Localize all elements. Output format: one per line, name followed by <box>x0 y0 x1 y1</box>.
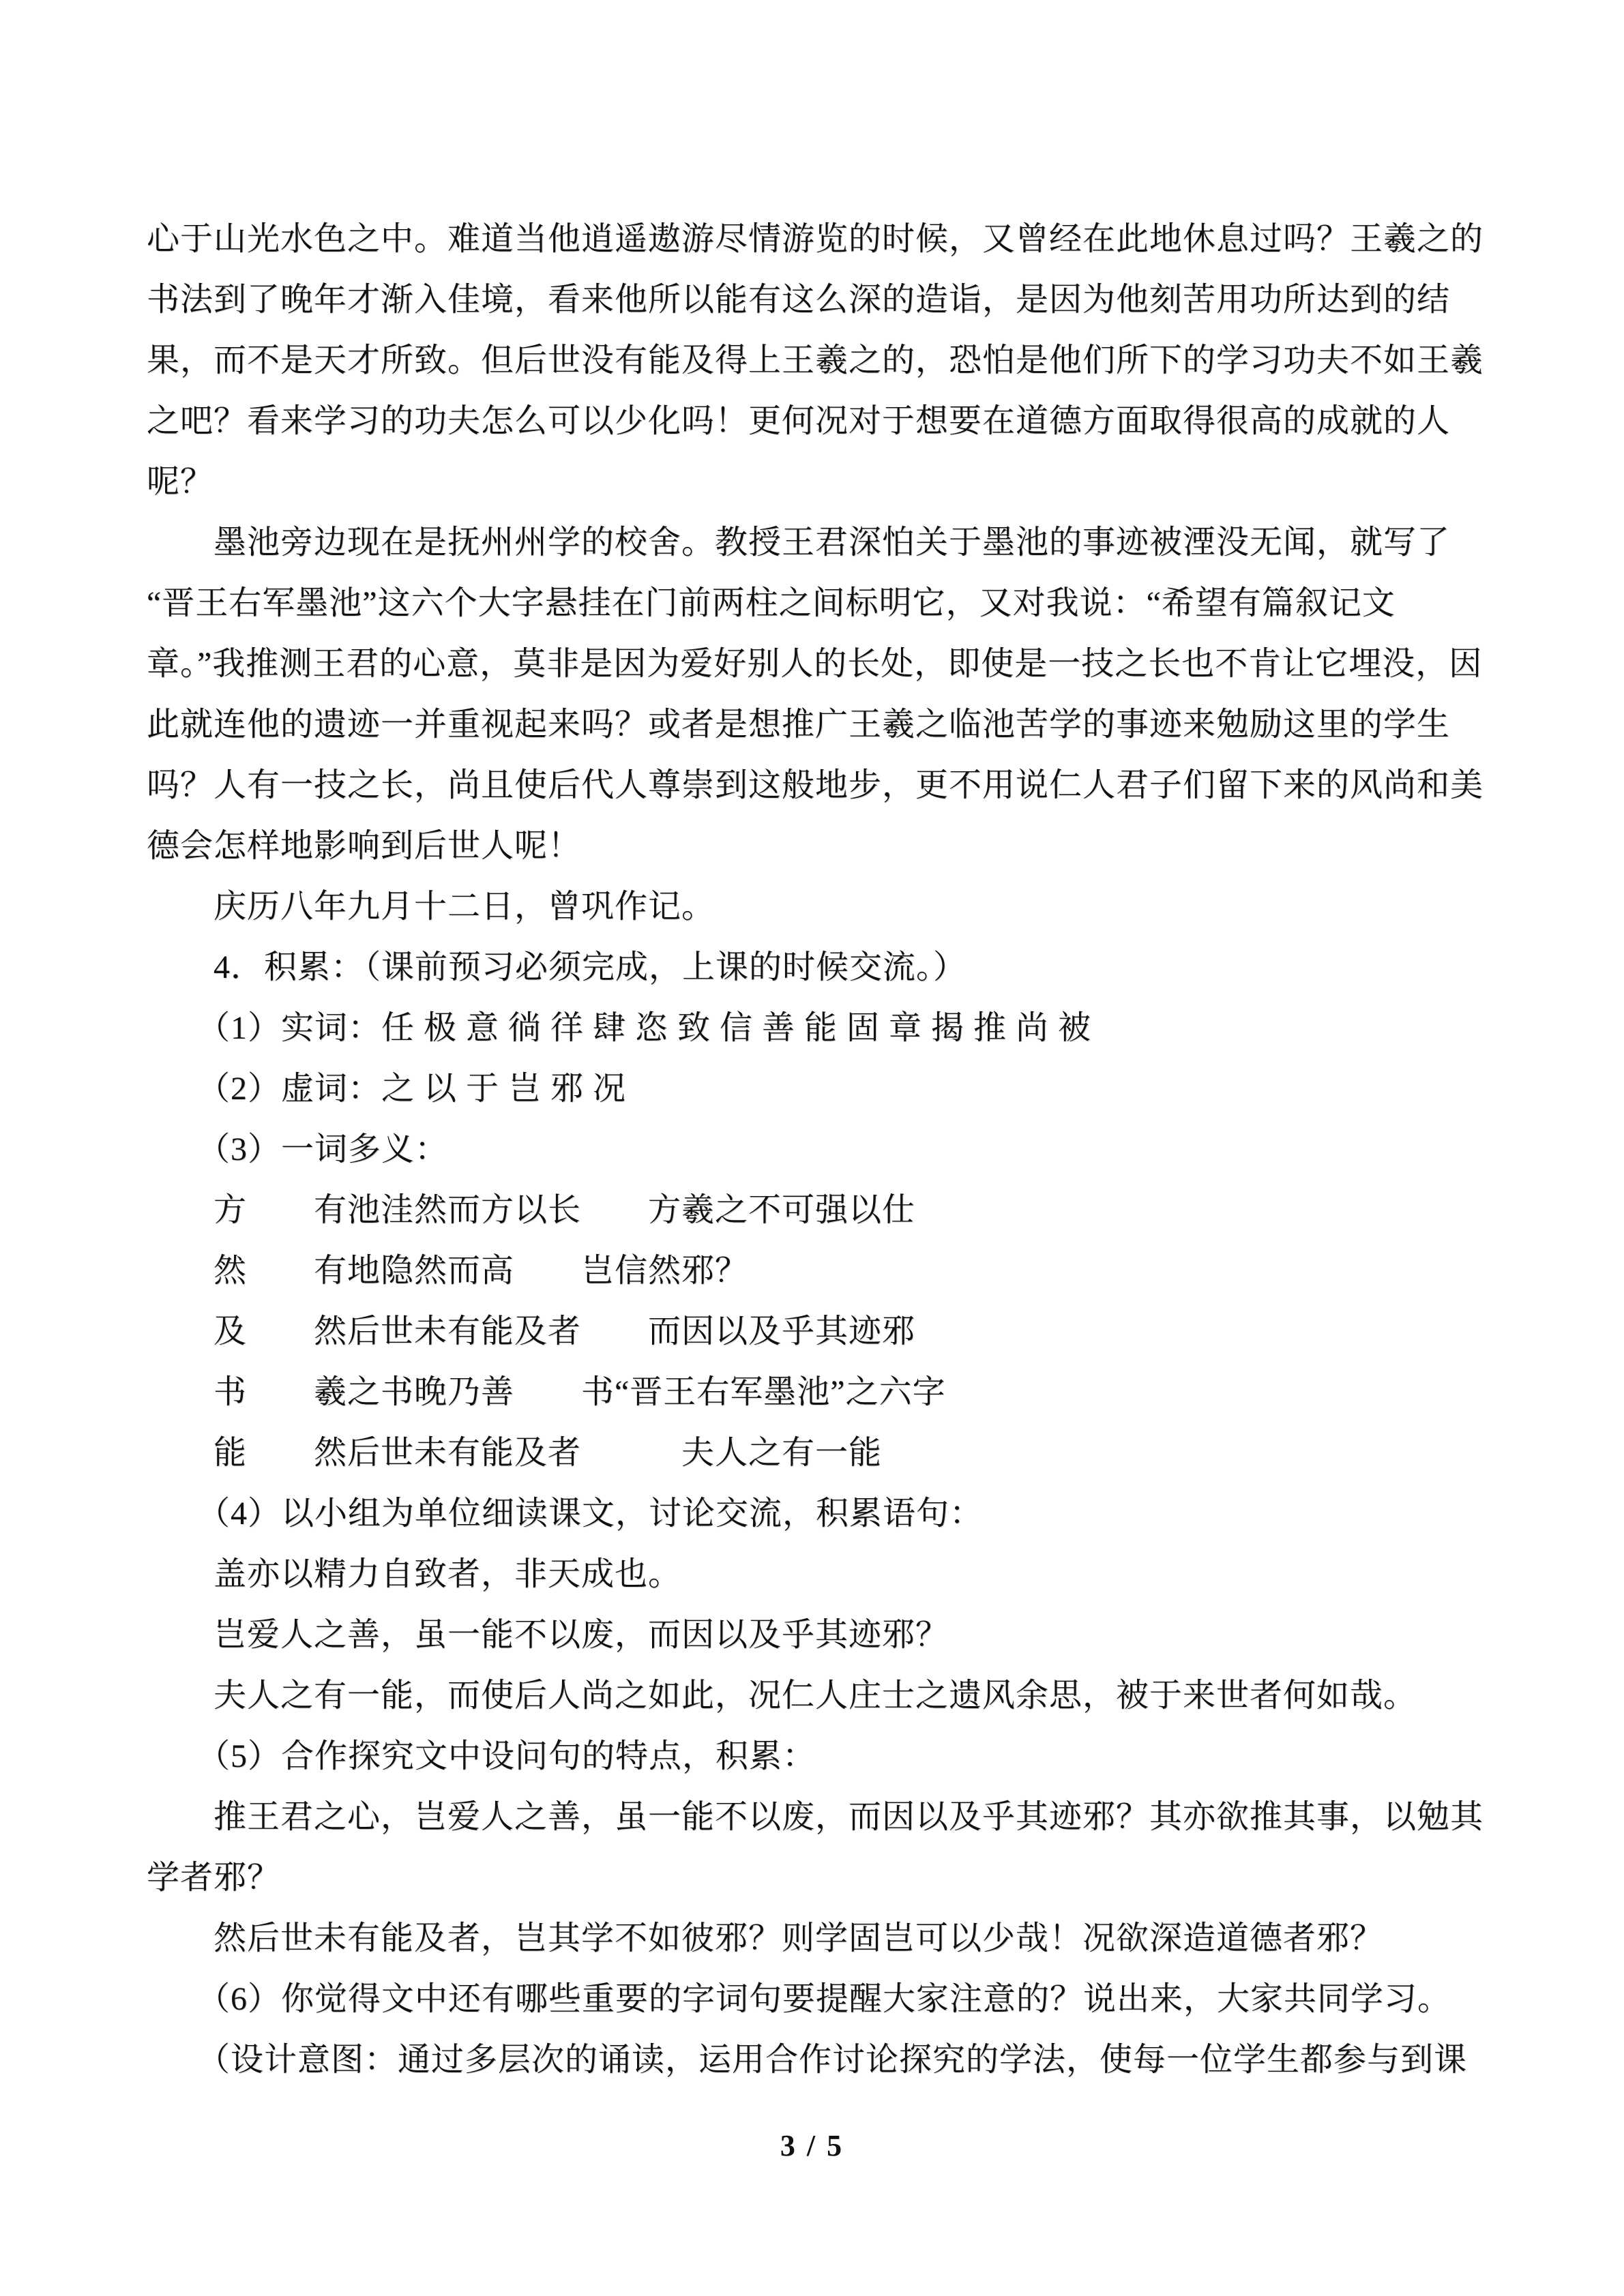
text-line-item-1-shici: （1）实词：任 极 意 徜 徉 肆 恣 致 信 善 能 固 章 揭 推 尚 被 <box>147 1010 1092 1046</box>
text-line: 夫人之有一能，而使后人尚之如此，况仁人庄士之遗风余思，被于来世者何如哉。 <box>147 1678 1417 1714</box>
text-line-polysemy-shu: 书 羲之书晚乃善 书“晋王右军墨池”之六字 <box>147 1374 946 1410</box>
text-line: “晋王右军墨池”这六个大字悬挂在门前两柱之间标明它，又对我说：“希望有篇叙记文 <box>147 585 1396 621</box>
text-line-design-intent: （设计意图：通过多层次的诵读，运用合作讨论探究的学法，使每一位学生都参与到课 <box>147 2042 1468 2078</box>
text-line-item-2-xuci: （2）虚词：之 以 于 岂 邪 况 <box>147 1071 627 1107</box>
text-line: 此就连他的遗迹一并重视起来吗？或者是想推广王羲之临池苦学的事迹来勉励这里的学生 <box>147 706 1451 743</box>
text-line: 呢？ <box>147 464 214 500</box>
text-line: 学者邪？ <box>147 1860 281 1896</box>
text-line: 吗？人有一技之长，尚且使后代人尊崇到这般地步，更不用说仁人君子们留下来的风尚和美 <box>147 767 1484 803</box>
text-line-polysemy-ji: 及 然后世未有能及者 而因以及乎其迹邪 <box>147 1313 916 1350</box>
text-line: 岂爱人之善，虽一能不以废，而因以及乎其迹邪？ <box>147 1617 949 1653</box>
text-line-item-3-yicuoduoyi: （3）一词多义： <box>147 1131 449 1167</box>
document-body <box>147 209 1483 2090</box>
text-line: 墨池旁边现在是抚州州学的校舍。教授王君深怕关于墨池的事迹被湮没无闻，就写了 <box>147 524 1451 561</box>
text-line-polysemy-fang: 方 有池洼然而方以长 方羲之不可强以仕 <box>147 1192 916 1228</box>
text-line: 之吧？看来学习的功夫怎么可以少化吗！更何况对于想要在道德方面取得很高的成就的人 <box>147 403 1451 439</box>
text-line: 书法到了晚年才渐入佳境，看来他所以能有这么深的造诣，是因为他刻苦用功所达到的结 <box>147 282 1451 318</box>
text-line-section-4: 4．积累：（课前预习必须完成，上课的时候交流。） <box>147 949 967 985</box>
page-number: 3 / 5 <box>780 2129 844 2162</box>
text-line-polysemy-ran: 然 有地隐然而高 岂信然邪？ <box>147 1253 749 1289</box>
text-line: 盖亦以精力自致者，非天成也。 <box>147 1556 682 1592</box>
text-line: 章。”我推测王君的心意，莫非是因为爱好别人的长处，即使是一技之长也不肯让它埋没，因 <box>147 646 1483 682</box>
text-line: 然后世未有能及者，岂其学不如彼邪？则学固岂可以少哉！况欲深造道德者邪？ <box>147 1920 1384 1956</box>
text-line-polysemy-neng: 能 然后世未有能及者 夫人之有一能 <box>147 1435 883 1471</box>
text-line-item-4: （4）以小组为单位细读课文，讨论交流，积累语句： <box>147 1495 984 1532</box>
text-line: 果，而不是天才所致。但后世没有能及得上王羲之的，恐怕是他们所下的学习功夫不如王羲 <box>147 342 1484 378</box>
text-line: 心于山光水色之中。难道当他逍遥遨游尽情游览的时候，又曾经在此地休息过吗？王羲之的 <box>147 221 1484 257</box>
text-line-item-5: （5）合作探究文中设问句的特点，积累： <box>147 1738 816 1774</box>
text-line: 庆历八年九月十二日，曾巩作记。 <box>147 889 715 925</box>
text-line: 德会怎样地影响到后世人呢！ <box>147 828 582 864</box>
text-line-item-6: （6）你觉得文中还有哪些重要的字词句要提醒大家注意的？说出来，大家共同学习。 <box>147 1981 1451 2017</box>
text-line: 推王君之心，岂爱人之善，虽一能不以废，而因以及乎其迹邪？其亦欲推其事，以勉其 <box>147 1799 1484 1835</box>
